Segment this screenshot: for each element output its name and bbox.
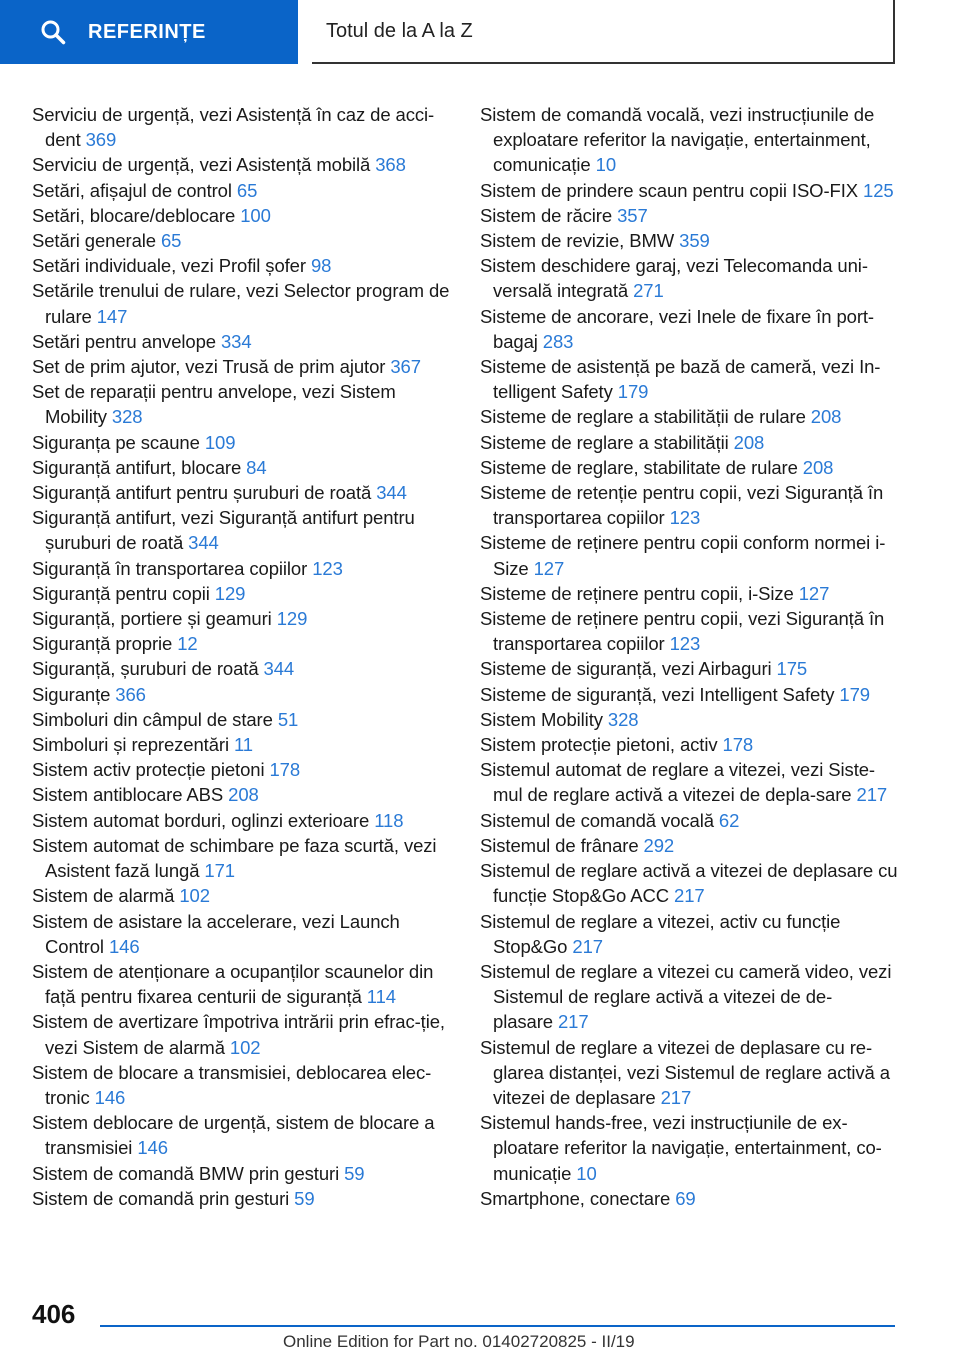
index-entry <box>480 959 900 1035</box>
index-entry <box>32 732 452 757</box>
index-entry-page-link[interactable]: 12 <box>177 633 198 655</box>
index-entry-page-link[interactable]: 129 <box>214 582 246 604</box>
index-entry-text: Sisteme de asistență pe bază de cameră, vezi In-telligent Safety <box>480 356 881 403</box>
index-entry-page-link[interactable]: 146 <box>137 1137 168 1159</box>
index-entry-page-link[interactable]: 114 <box>366 986 396 1008</box>
index-entry-page-link[interactable]: 344 <box>188 532 219 554</box>
index-entry-text: Siguranță, șuruburi de roată <box>32 658 259 680</box>
index-entry-text: Sisteme de reglare a stabilității de rulare <box>480 406 806 428</box>
index-entry <box>32 707 452 732</box>
index-entry <box>32 757 452 782</box>
index-entry-text: Setări generale <box>32 230 156 252</box>
index-entry-page-link[interactable]: 179 <box>617 381 649 403</box>
index-entry <box>32 203 452 228</box>
index-entry-text: Sistem automat de schimbare pe faza scurtă, vezi Asistent fază lungă <box>32 834 437 882</box>
index-entry-text: Sistem de revizie, BMW <box>480 230 675 252</box>
index-entry-page-link[interactable]: 59 <box>344 1162 365 1184</box>
index-entry <box>32 102 452 152</box>
index-entry <box>32 606 452 631</box>
index-entry <box>32 178 452 203</box>
index-entry-page-link[interactable]: 125 <box>863 179 894 201</box>
index-entry-page-link[interactable]: 175 <box>776 658 808 680</box>
index-entry <box>32 1161 452 1186</box>
index-entry-text: Sistem de comandă vocală, vezi instrucțiunile de exploatare referitor la navigație, entertainment, comunicație <box>480 104 875 176</box>
index-entry-page-link[interactable]: 328 <box>607 708 639 730</box>
index-entry-text: Sistem de avertizare împotriva intrării prin efrac-ție, vezi Sistem de alarmă <box>32 1011 445 1058</box>
index-entry-text: Sisteme de reglare, stabilitate de rulare <box>480 456 798 478</box>
index-entry-page-link[interactable]: 369 <box>85 129 117 151</box>
index-entry-page-link[interactable]: 127 <box>798 582 830 604</box>
index-entry-text: Sistem de răcire <box>480 204 613 226</box>
index-entry <box>480 732 900 757</box>
index-entry-page-link[interactable]: 147 <box>96 305 128 327</box>
index-entry <box>32 556 452 581</box>
index-entry <box>480 1186 900 1211</box>
index-entry <box>480 606 900 656</box>
index-entry-page-link[interactable]: 208 <box>810 406 842 428</box>
index-entry <box>480 102 900 178</box>
index-entry-text: Sistem de prindere scaun pentru copii ISO-FIX <box>480 179 859 201</box>
index-entry <box>480 1035 900 1111</box>
index-entry <box>32 631 452 656</box>
index-entry-page-link[interactable]: 65 <box>160 230 182 252</box>
index-entry-page-link[interactable]: 217 <box>674 885 705 907</box>
tab-referinte[interactable] <box>0 0 298 64</box>
index-entry-page-link[interactable]: 69 <box>675 1187 696 1209</box>
index-entry-page-link[interactable]: 123 <box>669 507 701 529</box>
index-entry-page-link[interactable]: 367 <box>390 356 421 378</box>
index-entry-page-link[interactable]: 109 <box>204 431 236 453</box>
index-entry <box>32 455 452 480</box>
index-entry-page-link[interactable]: 102 <box>179 885 210 907</box>
index-entry-text: Siguranță proprie <box>32 633 173 655</box>
index-entry <box>480 530 900 580</box>
index-entry-text: Sistemul de comandă vocală <box>480 809 714 831</box>
index-entry-page-link[interactable]: 11 <box>233 734 253 756</box>
index-entry-text: Siguranță antifurt pentru șuruburi de roată <box>32 482 372 504</box>
index-entry <box>480 354 900 404</box>
index-entry-text: Serviciu de urgență, vezi Asistență mobilă <box>32 154 371 176</box>
index-entry-text: Sistem antiblocare ABS <box>32 784 224 806</box>
index-column-left <box>32 102 452 1211</box>
tab-totul-a-z-label: Totul de la A la Z <box>326 19 473 42</box>
index-entry <box>480 253 900 303</box>
index-entry-text: Sistemul de reglare activă a vitezei de deplasare cu funcție Stop&Go ACC <box>480 860 898 907</box>
index-entry-page-link[interactable]: 118 <box>374 809 404 831</box>
index-entry-page-link[interactable]: 146 <box>108 935 140 957</box>
index-entry <box>480 707 900 732</box>
index-entry-text: Sistem de comandă prin gesturi <box>32 1187 290 1209</box>
index-entry-page-link[interactable]: 217 <box>660 1086 692 1108</box>
index-entry <box>480 203 900 228</box>
index-entry-page-link[interactable]: 366 <box>115 683 146 705</box>
page-number: 406 <box>32 1299 76 1329</box>
index-entry <box>32 808 452 833</box>
index-entry-text: Setări pentru anvelope <box>32 330 216 352</box>
index-entry <box>32 883 452 908</box>
index-entry <box>480 808 900 833</box>
index-entry-text: Simboluri și reprezentări <box>32 734 229 756</box>
index-entry-text: Sisteme de siguranță, vezi Airbaguri <box>480 658 772 680</box>
index-entry-text: Siguranță antifurt, vezi Siguranță antifurt pentru șuruburi de roată <box>32 507 415 554</box>
index-entry-text: Siguranță, portiere și geamuri <box>32 608 272 630</box>
index-entry-page-link[interactable]: 123 <box>312 557 343 579</box>
index-entry-text: Sisteme de reglare a stabilității <box>480 431 729 453</box>
index-entry-text: Sistem protecție pietoni, activ <box>480 734 718 756</box>
index-entry <box>32 959 452 1009</box>
tab-referinte-label: REFERINȚE <box>88 20 206 43</box>
index-entry-text: Sistemul automat de reglare a vitezei, vezi Siste-mul de reglare activă a vitezei de depla-sare <box>480 759 875 806</box>
index-entry-text: Siguranță antifurt, blocare <box>32 456 242 478</box>
index-entry <box>32 1186 452 1211</box>
index-entry-text: Sistem de atenționare a ocupanților scaunelor din față pentru fixarea centurii de siguranță <box>32 960 434 1008</box>
index-entry-page-link[interactable]: 334 <box>220 330 252 352</box>
index-entry <box>32 329 452 354</box>
index-entry <box>480 480 900 530</box>
index-entry-page-link[interactable]: 357 <box>617 204 648 226</box>
index-entry-text: Sisteme de reținere pentru copii conform normei i-Size <box>480 532 886 579</box>
index-entry <box>32 1009 452 1059</box>
index-entry-text: Sistem automat borduri, oglinzi exterioare <box>32 809 370 831</box>
search-icon <box>40 19 66 45</box>
index-entry-text: Sistem Mobility <box>480 708 603 730</box>
index-entry-page-link[interactable]: 123 <box>669 633 701 655</box>
index-entry <box>32 833 452 883</box>
index-entry <box>32 379 452 429</box>
index-entry-page-link[interactable]: 65 <box>236 179 258 201</box>
index-entry <box>32 656 452 681</box>
index-entry-text: Siguranță pentru copii <box>32 582 210 604</box>
index-entry-page-link[interactable]: 62 <box>718 809 740 831</box>
index-entry-text: Setări individuale, vezi Profil șofer <box>32 255 306 277</box>
index-entry <box>32 278 452 328</box>
index-entry-page-link[interactable]: 178 <box>722 734 754 756</box>
index-entry-page-link[interactable]: 178 <box>269 759 301 781</box>
index-entry <box>480 581 900 606</box>
index-entry <box>480 909 900 959</box>
index-entry <box>32 253 452 278</box>
index-entry-text: Sisteme de retenție pentru copii, vezi Siguranță în transportarea copiilor <box>480 482 884 529</box>
index-entry <box>32 430 452 455</box>
index-entry-text: Serviciu de urgență, vezi Asistență în caz de acci-dent <box>32 104 435 151</box>
index-entry-text: Sistem deschidere garaj, vezi Telecomanda uni-versală integrată <box>480 255 868 302</box>
index-entry-text: Sistemul de frânare <box>480 834 639 856</box>
edition-info: Online Edition for Part no. 01402720825 - II/19 <box>283 1332 635 1351</box>
index-entry-text: Smartphone, conectare <box>480 1187 671 1209</box>
index-entry <box>480 656 900 681</box>
index-entry-page-link[interactable]: 127 <box>533 557 565 579</box>
index-entry <box>32 782 452 807</box>
index-entry <box>32 1110 452 1160</box>
index-entry-page-link[interactable]: 217 <box>557 1011 589 1033</box>
index-entry-page-link[interactable]: 208 <box>733 431 765 453</box>
index-entry-text: Setări, afișajul de control <box>32 179 232 201</box>
index-entry-text: Siguranță în transportarea copiilor <box>32 557 308 579</box>
index-entry-page-link[interactable]: 171 <box>204 860 235 882</box>
index-entry-text: Sistem de alarmă <box>32 885 175 907</box>
index-entry-text: Set de reparații pentru anvelope, vezi Sistem Mobility <box>32 381 396 428</box>
index-entry-page-link[interactable]: 10 <box>576 1162 597 1184</box>
index-entry-text: Sistem activ protecție pietoni <box>32 759 265 781</box>
index-entry-page-link[interactable]: 208 <box>802 456 834 478</box>
index-entry-page-link[interactable]: 10 <box>595 154 617 176</box>
index-entry-text: Simboluri din câmpul de stare <box>32 708 273 730</box>
index-entry-page-link[interactable]: 146 <box>94 1086 126 1108</box>
index-entry-text: Siguranța pe scaune <box>32 431 200 453</box>
index-entry-page-link[interactable]: 59 <box>294 1187 315 1209</box>
index-entry <box>32 909 452 959</box>
index-entry <box>32 581 452 606</box>
index-entry-text: Siguranțe <box>32 683 111 705</box>
index-entry-text: Sistemul de reglare a vitezei, activ cu funcție Stop&Go <box>480 910 841 957</box>
index-entry-page-link[interactable]: 179 <box>839 683 870 705</box>
index-entry-text: Sisteme de reținere pentru copii, vezi Siguranță în transportarea copiilor <box>480 608 885 655</box>
index-entry-text: Sistemul de reglare a vitezei de deplasare cu re-glarea distanței, vezi Sistemul de reglare activă a vitezei de deplasare <box>480 1036 890 1108</box>
index-column-right <box>480 102 900 1211</box>
footer-divider <box>100 1325 895 1327</box>
index-entry <box>32 1060 452 1110</box>
index-entry-page-link[interactable]: 84 <box>246 456 267 478</box>
index-entry-text: Setări, blocare/deblocare <box>32 204 236 226</box>
index-entry <box>32 480 452 505</box>
index-entry <box>480 404 900 429</box>
index-entry-page-link[interactable]: 51 <box>277 708 299 730</box>
index-entry-text: Sistem de blocare a transmisiei, deblocarea elec-tronic <box>32 1061 432 1108</box>
index-entry-page-link[interactable]: 208 <box>228 784 259 806</box>
index-entry-text: Sistemul hands-free, vezi instrucțiunile de ex-ploatare referitor la navigație, entertainment, co-municație <box>480 1112 882 1184</box>
index-entry-text: Sistem de comandă BMW prin gesturi <box>32 1162 340 1184</box>
index-entry-text: Set de prim ajutor, vezi Trusă de prim ajutor <box>32 356 386 378</box>
index-entry-text: Sistem deblocare de urgență, sistem de blocare a transmisiei <box>32 1112 435 1159</box>
index-entry <box>480 228 900 253</box>
index-entry-page-link[interactable]: 292 <box>643 834 675 856</box>
index-entry <box>480 455 900 480</box>
index-entry-text: Sisteme de ancorare, vezi Inele de fixare în port-bagaj <box>480 305 874 352</box>
tab-totul-a-z[interactable] <box>312 0 895 64</box>
index-entry <box>32 682 452 707</box>
index-entry-text: Sistem de asistare la accelerare, vezi Launch Control <box>32 910 400 957</box>
index-entry <box>32 152 452 177</box>
index-entry <box>480 430 900 455</box>
index-entry <box>480 757 900 807</box>
index-entry <box>480 833 900 858</box>
index-entry-text: Setările trenului de rulare, vezi Selector program de rulare <box>32 280 450 327</box>
index-entry-text: Sisteme de siguranță, vezi Intelligent Safety <box>480 683 835 705</box>
index-entry-text: Sistemul de reglare a vitezei cu cameră video, vezi Sistemul de reglare activă a vitezei de de-plasare <box>480 960 892 1033</box>
index-entry <box>32 505 452 555</box>
index-entry-page-link[interactable]: 100 <box>240 204 271 226</box>
index-entry-page-link[interactable]: 344 <box>376 482 407 504</box>
index-entry-text: Sisteme de reținere pentru copii, i-Size <box>480 582 794 604</box>
index-entry <box>480 858 900 908</box>
index-entry-page-link[interactable]: 98 <box>310 255 332 277</box>
index-entry-page-link[interactable]: 283 <box>542 330 574 352</box>
index-entry <box>32 354 452 379</box>
index-entry-page-link[interactable]: 368 <box>375 154 406 176</box>
index-entry-page-link[interactable]: 102 <box>229 1036 261 1058</box>
index-entry-page-link[interactable]: 217 <box>572 935 603 957</box>
index-entry-page-link[interactable]: 328 <box>111 406 143 428</box>
index-entry-page-link[interactable]: 271 <box>633 280 664 302</box>
index-entry <box>480 1110 900 1186</box>
index-entry-page-link[interactable]: 217 <box>856 784 888 806</box>
index-entry-page-link[interactable]: 344 <box>263 658 295 680</box>
index-entry <box>480 682 900 707</box>
index-entry <box>480 304 900 354</box>
index-entry <box>32 228 452 253</box>
index-entry <box>480 178 900 203</box>
index-entry-page-link[interactable]: 359 <box>679 230 710 252</box>
index-entry-page-link[interactable]: 129 <box>276 608 308 630</box>
